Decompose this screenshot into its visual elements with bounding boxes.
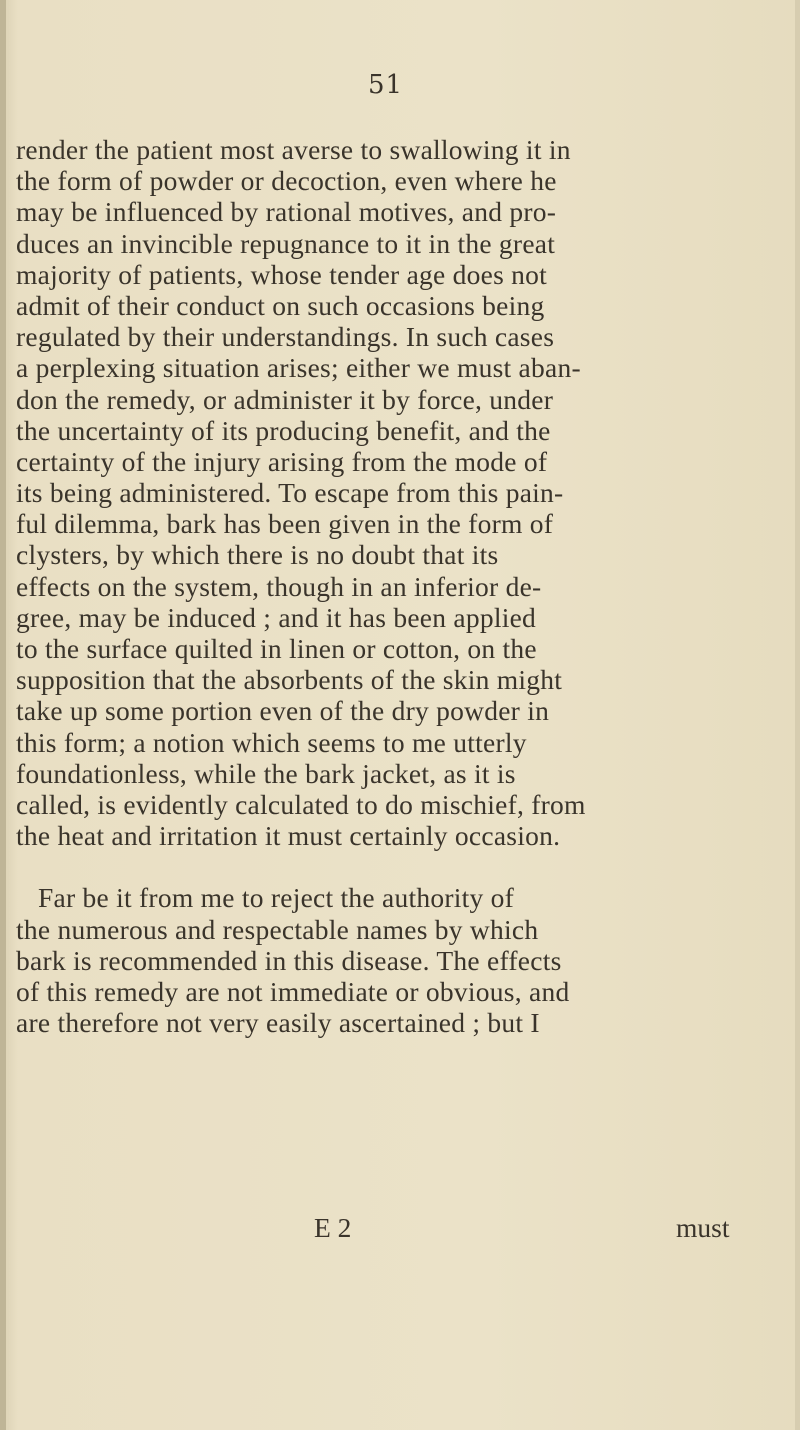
text-line: are therefore not very easily ascertained ; but I [16,1007,540,1039]
text-line: regulated by their understandings. In such cases [16,321,555,353]
text-line: duces an invincible repugnance to it in the great [16,227,556,259]
text-line: this form; a notion which seems to me utterly [16,726,527,758]
text-line: Far be it from me to reject the authority of [38,882,515,914]
text-line: the heat and irritation it must certainly occasion. [16,820,561,852]
text-line: the uncertainty of its producing benefit, and the [16,414,551,446]
text-line: admit of their conduct on such occasions being [16,289,545,321]
catchword: must [676,1212,730,1243]
text-line: supposition that the absorbents of the skin might [16,664,563,696]
paragraph-gap [16,851,800,882]
text-line: to the surface quilted in linen or cotton, on the [16,633,537,664]
text-line: certainty of the injury arising from the mode of [16,445,548,477]
text-line: a perplexing situation arises; either we must aban- [16,352,581,384]
text-line: the form of powder or decoction, even where he [16,165,557,197]
page-number: 51 [368,70,404,100]
text-line: may be influenced by rational motives, and pro- [16,196,557,228]
page-footer [0,1212,800,1244]
text-line: take up some portion even of the dry powder in [16,695,550,727]
text-line: the numerous and respectable names by which [16,913,539,945]
text-line: bark is recommended in this disease. The effects [16,944,562,976]
text-line: clysters, by which there is no doubt that its [16,539,499,571]
text-line: effects on the system, though in an inferior de- [16,570,542,602]
paragraph-2 [16,882,800,1038]
text-line: of this remedy are not immediate or obvious, and [16,975,570,1007]
text-line: called, is evidently calculated to do mischief, from [16,788,586,820]
paragraph-1 [16,134,800,851]
text-line: foundationless, while the bark jacket, as it is [16,757,516,789]
signature-mark: E 2 [314,1212,352,1243]
text-line: render the patient most averse to swallowing it in [16,134,571,165]
text-line: gree, may be induced ; and it has been applied [16,601,537,633]
text-line: its being administered. To escape from this pain- [16,477,564,509]
text-line: majority of patients, whose tender age does not [16,258,548,290]
text-line: don the remedy, or administer it by force, under [16,383,554,415]
text-line: ful dilemma, bark has been given in the form of [16,508,554,540]
body-text [16,134,800,1038]
